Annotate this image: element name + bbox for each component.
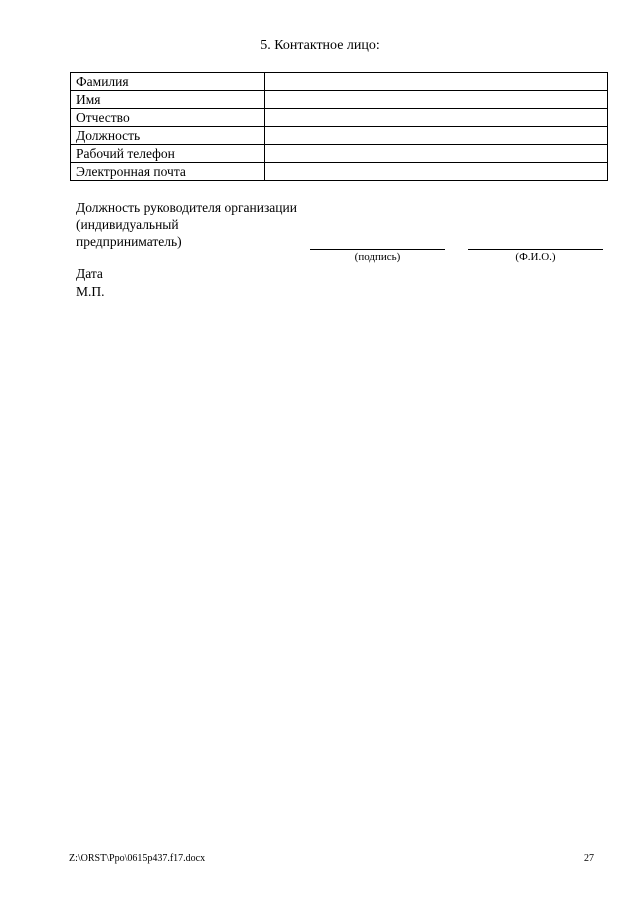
- table-row: [71, 145, 608, 163]
- full-name-line: [468, 249, 603, 250]
- head-position-line-1: Должность руководителя организации: [76, 200, 297, 215]
- row-value: [265, 91, 608, 109]
- section-title: 5. Контактное лицо:: [260, 38, 380, 53]
- row-value: [265, 145, 608, 163]
- row-label: Отчество: [71, 109, 265, 127]
- table-row: [71, 163, 608, 181]
- head-position-label: [76, 199, 336, 250]
- footer-file-path: Z:\ORST\Ppo\0615p437.f17.docx: [69, 853, 206, 864]
- row-label: Рабочий телефон: [71, 145, 265, 163]
- date-label: Дата: [76, 266, 103, 281]
- row-value: [265, 127, 608, 145]
- row-label: Имя: [71, 91, 265, 109]
- contact-person-table: [70, 72, 608, 181]
- head-position-line-2: (индивидуальный: [76, 217, 179, 232]
- signature-caption: (подпись): [354, 251, 401, 263]
- row-value: [265, 109, 608, 127]
- table-row: [71, 73, 608, 91]
- footer-page-number: 27: [584, 853, 594, 864]
- table-row: [71, 91, 608, 109]
- head-position-line-3: предприниматель): [76, 234, 182, 249]
- stamp-label: М.П.: [76, 284, 105, 299]
- row-label: Электронная почта: [71, 163, 265, 181]
- row-value: [265, 163, 608, 181]
- row-label: Должность: [71, 127, 265, 145]
- row-label: Фамилия: [71, 73, 265, 91]
- table-row: [71, 109, 608, 127]
- row-value: [265, 73, 608, 91]
- signature-line: [310, 249, 445, 250]
- full-name-caption: (Ф.И.О.): [515, 251, 556, 263]
- table-row: [71, 127, 608, 145]
